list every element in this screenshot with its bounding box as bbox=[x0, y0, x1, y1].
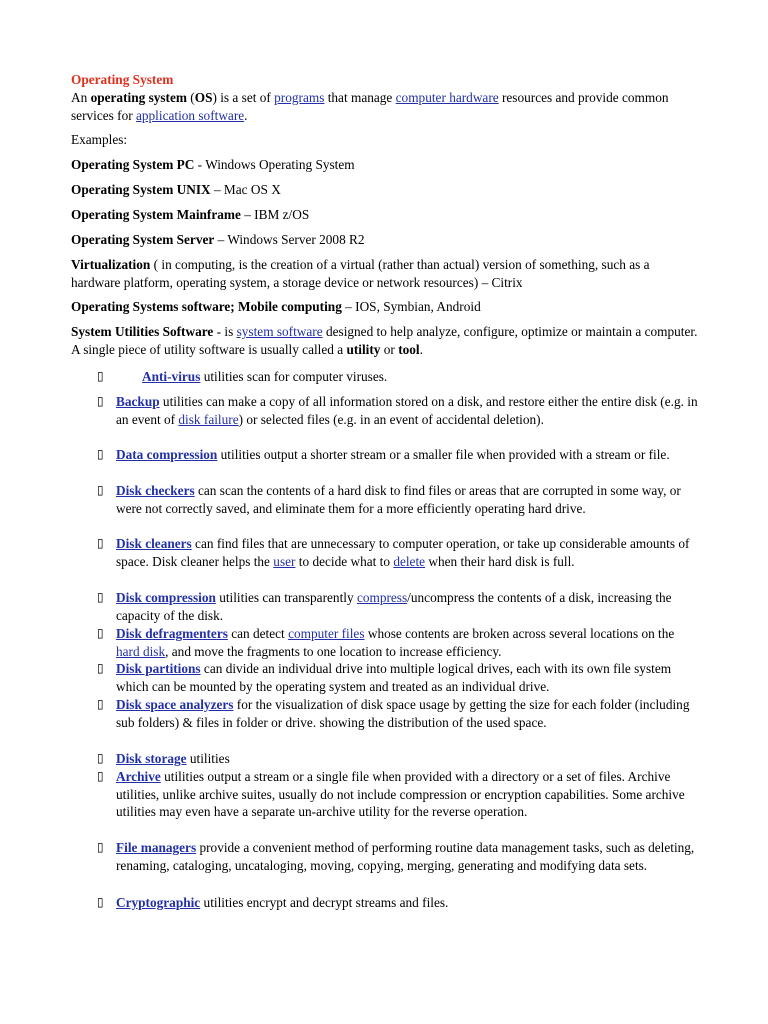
link-delete[interactable]: delete bbox=[393, 553, 426, 569]
list-item-text: provide a convenient method of performing routine data management tasks, such as deleting, renaming, cataloging, uncataloging, moving, copying, merging, generating and modifying data sets. bbox=[116, 840, 695, 873]
list-item-text: can detect bbox=[227, 626, 289, 641]
list-item-text: /uncompress the contents of a disk, increasing the capacity of the disk. bbox=[116, 590, 672, 623]
list-item-text: can scan the contents of a hard disk to find files or areas that are corrupted in some way, or were not correctly saved, and eliminate them for a more efficiently operating hard drive. bbox=[116, 483, 681, 516]
link-data-compression[interactable]: Data compression bbox=[116, 447, 218, 462]
link-user[interactable]: user bbox=[273, 553, 296, 569]
example-line bbox=[71, 181, 701, 199]
intro-bold-term: operating system bbox=[90, 90, 187, 105]
bullet-icon: ▯ bbox=[97, 769, 104, 783]
virtualization-paragraph bbox=[71, 256, 701, 291]
list-item-text: can find files that are unnecessary to computer operation, or take up considerable amounts of space. Disk cleaner helps the bbox=[116, 536, 690, 569]
list-item-text: can divide an individual drive into multiple logical drives, each with its own file system which can be mounted by the operating system and treated as an individual drive. bbox=[116, 661, 672, 694]
link-disk-defragmenters[interactable]: Disk defragmenters bbox=[116, 626, 228, 641]
intro-text: resources and provide common services for bbox=[71, 90, 669, 123]
link-cryptographic[interactable]: Cryptographic bbox=[116, 895, 201, 910]
mobile-term: Operating Systems software; Mobile computing bbox=[71, 299, 342, 314]
example-value: – Mac OS X bbox=[210, 182, 281, 197]
page-title: Operating System bbox=[71, 72, 174, 87]
utilities-text: designed to help analyze, configure, optimize or maintain a computer. A single piece of utility software is usually called a bbox=[71, 324, 698, 357]
list-item-text: , and move the fragments to one location to increase efficiency. bbox=[165, 643, 502, 659]
list-item-text: utilities bbox=[186, 751, 230, 766]
link-disk-storage[interactable]: Disk storage bbox=[116, 751, 187, 766]
bullet-icon: ▯ bbox=[97, 447, 104, 461]
example-value: – IBM z/OS bbox=[240, 207, 310, 222]
bullet-icon: ▯ bbox=[97, 590, 104, 604]
list-item-text: for the visualization of disk space usage by getting the size for each folder (including sub folders) & files in folder or drive. showing the distribution of the used space. bbox=[116, 697, 690, 730]
link-compress[interactable]: compress bbox=[356, 590, 408, 605]
utilities-bold-utility: utility bbox=[346, 341, 381, 357]
bullet-icon: ▯ bbox=[97, 536, 104, 550]
bullet-icon: ▯ bbox=[97, 394, 104, 408]
list-item bbox=[116, 446, 701, 464]
link-programs[interactable]: programs bbox=[274, 90, 325, 105]
utilities-text: . bbox=[419, 341, 423, 357]
utilities-bold-tool: tool bbox=[398, 341, 420, 357]
bullet-icon: ▯ bbox=[97, 751, 104, 765]
example-line bbox=[71, 206, 701, 224]
link-computer-files[interactable]: computer files bbox=[288, 626, 365, 641]
bullet-icon: ▯ bbox=[97, 483, 104, 497]
list-item-text: utilities scan for computer viruses. bbox=[200, 369, 388, 384]
mobile-text: – IOS, Symbian, Android bbox=[341, 299, 481, 314]
link-application-software[interactable]: application software bbox=[135, 107, 245, 123]
virtualization-text: ( in computing, is the creation of a virtual (rather than actual) version of something, such as a hardware platform, operating system, a storage device or network resources) – Citrix bbox=[71, 257, 650, 290]
link-disk-failure[interactable]: disk failure bbox=[178, 411, 239, 427]
link-disk-checkers[interactable]: Disk checkers bbox=[116, 483, 195, 498]
list-item-text: to decide what to bbox=[295, 553, 394, 569]
example-value: – Windows Server 2008 R2 bbox=[214, 232, 365, 247]
utilities-term: System Utilities Software bbox=[71, 324, 214, 339]
utilities-paragraph bbox=[71, 323, 701, 358]
example-term: Operating System Server bbox=[71, 232, 215, 247]
list-item bbox=[116, 535, 701, 570]
list-item-text: utilities can make a copy of all information stored on a disk, and restore either the entire disk (e.g. in an event of bbox=[116, 394, 698, 427]
bullet-icon: ▯ bbox=[97, 697, 104, 711]
link-hard-disk[interactable]: hard disk bbox=[116, 643, 166, 659]
list-item-text: utilities output a shorter stream or a smaller file when provided with a stream or file. bbox=[217, 447, 670, 462]
list-item bbox=[116, 894, 701, 912]
list-item bbox=[116, 482, 701, 517]
link-file-managers[interactable]: File managers bbox=[116, 840, 197, 855]
link-disk-compression[interactable]: Disk compression bbox=[116, 590, 216, 605]
utilities-text: or bbox=[380, 341, 399, 357]
intro-text: ) is a set of bbox=[212, 90, 275, 105]
list-item bbox=[116, 750, 701, 768]
intro-bold-abbr: OS bbox=[194, 90, 213, 105]
list-item bbox=[116, 768, 701, 821]
link-backup[interactable]: Backup bbox=[116, 394, 160, 409]
mobile-paragraph bbox=[71, 298, 701, 316]
list-item-text: when their hard disk is full. bbox=[425, 553, 575, 569]
link-disk-cleaners[interactable]: Disk cleaners bbox=[116, 536, 192, 551]
virtualization-term: Virtualization bbox=[71, 257, 151, 272]
bullet-icon: ▯ bbox=[97, 626, 104, 640]
link-archive[interactable]: Archive bbox=[116, 769, 161, 784]
list-item-text: utilities encrypt and decrypt streams and files. bbox=[200, 895, 449, 910]
bullet-icon: ▯ bbox=[97, 661, 104, 675]
example-value: - Windows Operating System bbox=[194, 157, 355, 172]
example-line bbox=[71, 231, 701, 249]
link-computer-hardware[interactable]: computer hardware bbox=[395, 90, 499, 105]
bullet-icon: ▯ bbox=[97, 840, 104, 854]
example-term: Operating System PC bbox=[71, 157, 195, 172]
list-item bbox=[116, 696, 701, 731]
intro-text: ( bbox=[186, 90, 195, 105]
intro-paragraph bbox=[71, 89, 701, 124]
list-item bbox=[116, 625, 701, 660]
example-term: Operating System UNIX bbox=[71, 182, 211, 197]
list-item-text: ) or selected files (e.g. in an event of accidental deletion). bbox=[238, 411, 544, 427]
list-item bbox=[116, 589, 701, 624]
example-term: Operating System Mainframe bbox=[71, 207, 241, 222]
list-item-text: utilities can transparently bbox=[215, 590, 357, 605]
utilities-text: - is bbox=[213, 324, 237, 339]
intro-text: An bbox=[71, 90, 91, 105]
link-disk-partitions[interactable]: Disk partitions bbox=[116, 661, 201, 676]
examples-label: Examples: bbox=[71, 132, 128, 147]
intro-text: . bbox=[244, 107, 248, 123]
list-item bbox=[116, 660, 701, 695]
list-item-text: whose contents are broken across several locations on the bbox=[364, 626, 675, 641]
example-line bbox=[71, 156, 701, 174]
list-item-text: utilities output a stream or a single file when provided with a directory or a set of files. Archive utilities, unlike archive suites, usually do not include compression or encryption capabilities. Some archive utilities may even have a separate un-archive utility for the reverse operation. bbox=[116, 769, 685, 819]
bullet-icon: ▯ bbox=[97, 895, 104, 909]
list-item bbox=[142, 368, 702, 386]
bullet-icon: ▯ bbox=[97, 369, 104, 383]
intro-text: that manage bbox=[324, 90, 396, 105]
link-system-software[interactable]: system software bbox=[236, 324, 323, 339]
link-disk-space-analyzers[interactable]: Disk space analyzers bbox=[116, 697, 234, 712]
list-item bbox=[116, 839, 701, 874]
list-item bbox=[116, 393, 701, 428]
link-anti-virus[interactable]: Anti-virus bbox=[142, 369, 201, 384]
